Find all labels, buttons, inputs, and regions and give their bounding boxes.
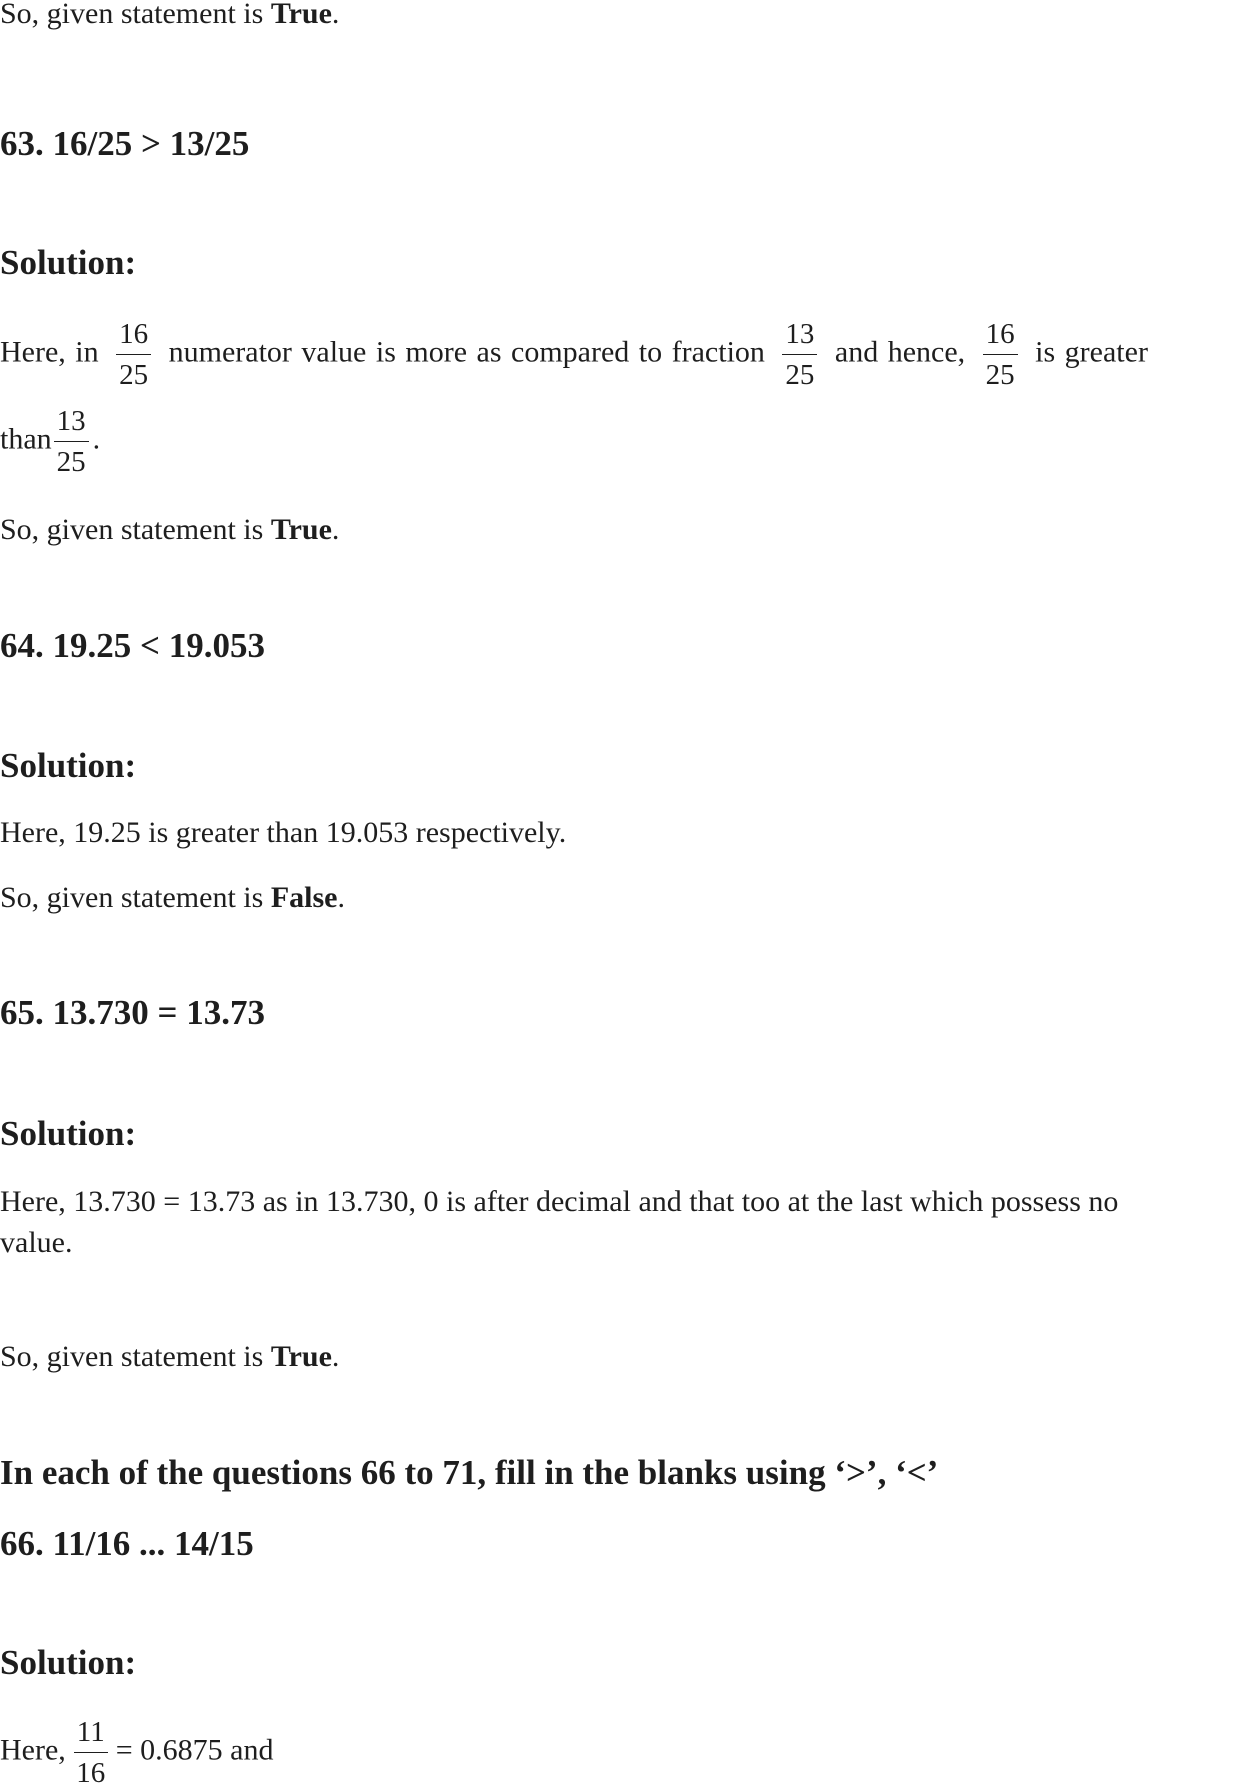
text: So, given statement is [0,881,271,914]
text: = 0.6875 and [115,1733,274,1767]
previous-conclusion [0,0,339,32]
text: . [92,422,101,456]
denominator: 25 [985,359,1015,391]
text: and hence, [834,335,966,369]
denominator: 25 [56,446,86,478]
verdict: False [270,881,338,914]
text: than [0,422,52,456]
numerator: 13 [54,405,89,442]
q65-solution-line-2: value. [0,1226,73,1259]
text: Here, [0,1733,66,1767]
question-63-heading: 63. 16/25 > 13/25 [0,124,250,163]
text: So, given statement is [0,513,271,546]
verdict: True [270,513,332,546]
question-66-heading: 66. 11/16 ... 14/15 [0,1524,254,1563]
q63-solution-line-1 [0,318,1148,391]
text: So, given statement is [0,1340,271,1373]
verdict: True [270,0,332,30]
solution-label: Solution: [0,243,137,282]
solution-label: Solution: [0,746,137,785]
section-heading: In each of the questions 66 to 71, fill in the blanks using ‘>’, ‘<’ [0,1453,939,1492]
q63-solution-line-2 [0,405,100,478]
verdict: True [270,1340,332,1373]
text: So, given statement is [0,0,271,30]
fraction [983,318,1018,391]
q65-conclusion [0,1339,339,1375]
fraction [116,318,151,391]
fraction [74,1716,108,1789]
fraction [54,405,89,478]
denominator: 25 [785,359,815,391]
q64-conclusion [0,880,345,916]
numerator: 13 [782,318,817,355]
numerator: 16 [116,318,151,355]
q64-solution-line-1: Here, 19.25 is greater than 19.053 respectively. [0,816,567,849]
fraction [782,318,817,391]
solution-label: Solution: [0,1643,137,1682]
q65-solution-line-1: Here, 13.730 = 13.73 as in 13.730, 0 is after decimal and that too at the last which possess no [0,1185,1119,1218]
text: numerator value is more as compared to fraction [168,335,765,369]
denominator: 25 [119,359,149,391]
question-65-heading: 65. 13.730 = 13.73 [0,993,265,1032]
q63-conclusion [0,512,339,548]
text: . [331,1340,340,1373]
text: Here, in [0,335,99,369]
text: . [331,0,340,30]
text: . [337,881,345,914]
text: . [331,513,340,546]
q66-solution-line-1 [0,1716,273,1789]
numerator: 16 [983,318,1018,355]
solution-label: Solution: [0,1114,137,1153]
text: is greater [1035,335,1148,369]
question-64-heading: 64. 19.25 < 19.053 [0,626,265,665]
denominator: 16 [76,1757,106,1789]
numerator: 11 [74,1716,108,1753]
